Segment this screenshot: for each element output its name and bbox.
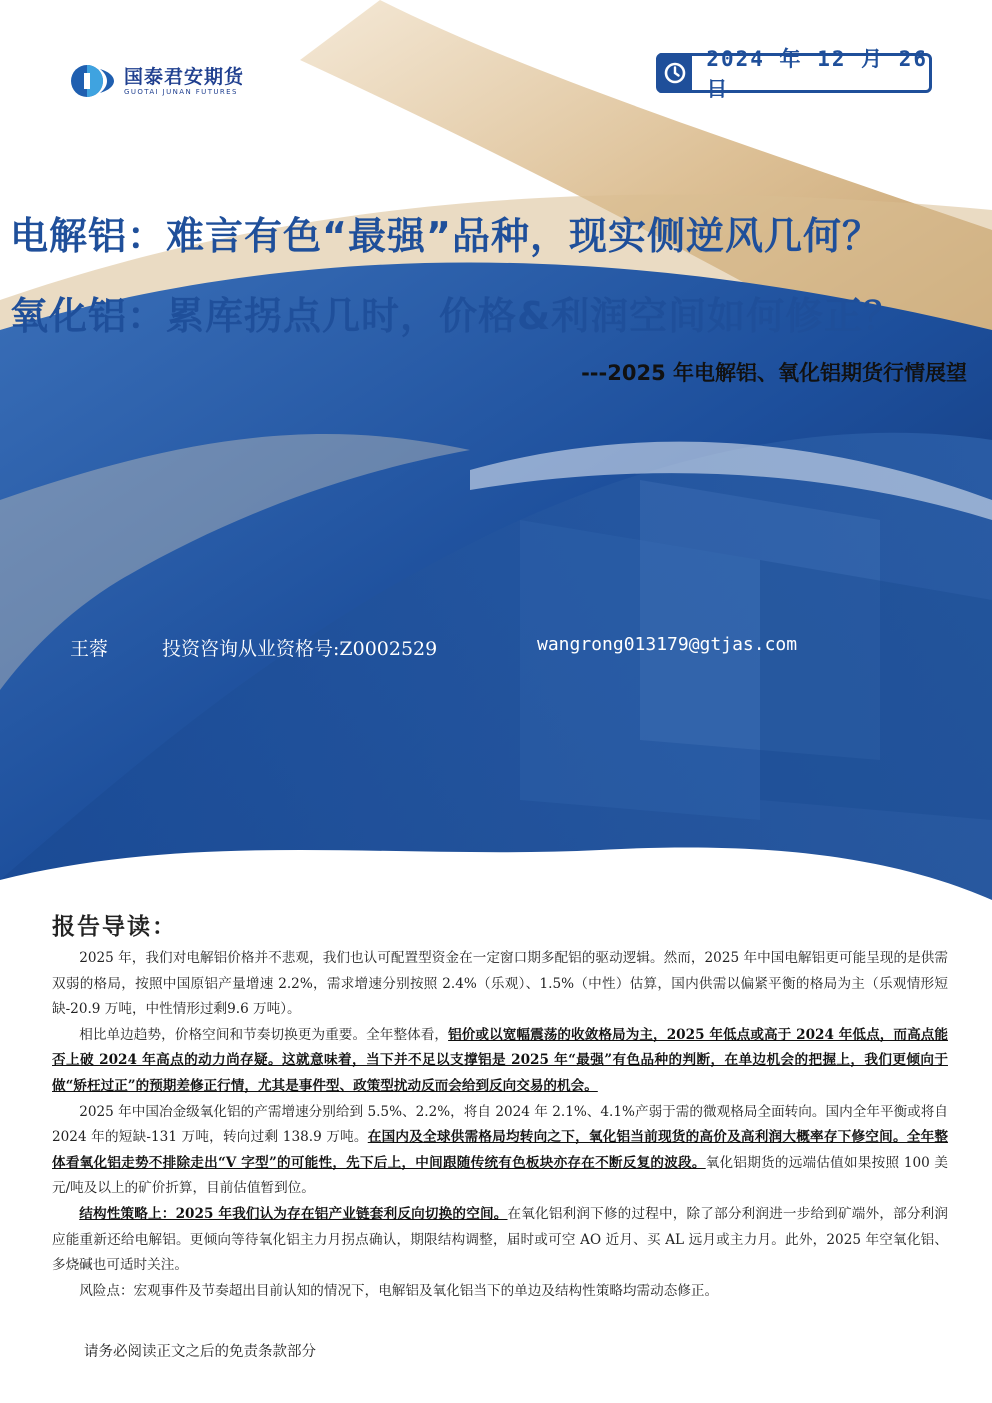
guide-paragraph-3 [52,1100,948,1202]
subtitle: ---2025 年电解铝、氧化铝期货行情展望 [581,361,967,385]
disclaimer-note: 请务必阅读正文之后的免责条款部分 [84,1344,316,1360]
main-title-line-1: 电解铝：难言有色“最强”品种，现实侧逆风几何？ [10,214,881,258]
author-license: 投资咨询从业资格号:Z0002529 [162,638,438,660]
risk-note: 风险点：宏观事件及节奏超出目前认知的情况下，电解铝及氧化铝当下的单边及结构性策略均需动态修正。 [79,1282,719,1299]
guide-paragraph-4 [52,1202,948,1279]
guide-heading: 报告导读： [52,913,177,940]
main-title-line-2: 氧化铝：累库拐点几时，价格&利润空间如何修正？ [10,294,903,338]
guide-paragraph-3-tail: 氧化铝期货的远端估值如果按照 100 美元/吨及以上的矿价折算，目前估值暂到位。 [52,1154,948,1197]
author-email[interactable]: wangrong013179@gtjas.com [537,634,798,655]
clock-icon [658,53,692,93]
guide-paragraph-2-highlight: 铝价或以宽幅震荡的收敛格局为主，2025 年低点或高于 2024 年低点，而高点能否上破 2024 年高点的动力尚存疑。这就意味着，当下并不足以支撑铝是 2025 年“最强”有色品种的判断，在单边机会的把握上，我们更倾向于做“矫枉过正”的预期差修正行情，尤其是事件型、政策型扰动反而会给到反向交易的机会。 [52,1026,948,1094]
brand-name-cn: 国泰君安期货 [124,65,245,88]
guide-paragraph-4-highlight: 结构性策略上：2025 年我们认为存在铝产业链套利反向切换的空间。 [79,1205,508,1222]
guide-paragraph-2 [52,1023,948,1100]
guide-paragraph-2-text: 相比单边趋势，价格空间和节奏切换更为重要。全年整体看， [79,1026,449,1043]
guide-body [52,946,948,1304]
brand-name-en: GUOTAI JUNAN FUTURES [124,87,238,96]
author-name: 王蓉 [70,638,109,660]
date-badge [656,47,932,101]
guide-paragraph-4-text: 在氧化铝利润下修的过程中，除了部分利润进一步给到矿端外，部分利润应能重新还给电解铝。更倾向等待氧化铝主力月拐点确认，期限结构调整，届时或可空 AO 近月、买 AL 远月或主力月。此外，2025 年空氧化铝、多烧碱也可适时关注。 [52,1205,948,1274]
guide-paragraph-3-text: 2025 年中国冶金级氧化铝的产需增速分别给到 5.5%、2.2%，将自 2024 年 2.1%、4.1%产弱于需的微观格局全面转向。国内全年平衡或将自 2024 年的短缺-131 万吨，转向过剩 138.9 万吨。 [52,1103,948,1146]
report-date: 2024 年 12 月 26 日 [706,47,929,101]
brand-logo [70,64,244,98]
guide-paragraph-1: 2025 年，我们对电解铝价格并不悲观，我们也认可配置型资金在一定窗口期多配铝的驱动逻辑。然而，2025 年中国电解铝更可能呈现的是供需双弱的格局，按照中国原铝产量增速 2.2%，需求增速分别按照 2.4%（乐观）、1.5%（中性）估算，国内供需以偏紧平衡的格局为主（乐观情形短缺-20.9 万吨，中性情形过剩9.6 万吨）。 [52,950,948,1018]
brand-logo-icon [70,64,116,98]
guide-paragraph-3-highlight: 在国内及全球供需格局均转向之下，氧化铝当前现货的高价及高利润大概率存下修空间。全年整体看氧化铝走势不排除走出“V 字型”的可能性，先下后上，中间跟随传统有色板块亦存在不断反复的波段。 [52,1129,949,1171]
